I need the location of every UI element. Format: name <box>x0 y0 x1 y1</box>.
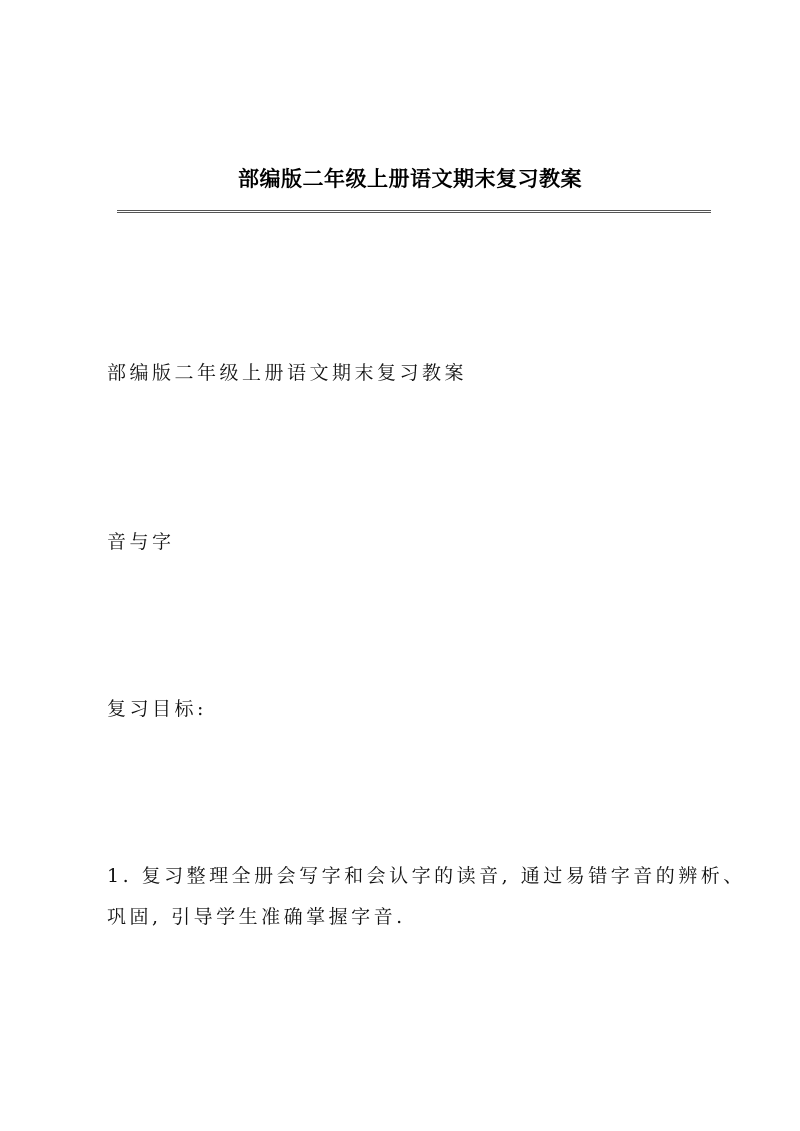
document-title: 部编版二年级上册语文期末复习教案 <box>107 362 468 384</box>
goal-label: 复习目标: <box>107 698 207 720</box>
goal-item-1-line-2: 巩固, 引导学生准确掌握字音. <box>107 906 406 928</box>
header-divider <box>117 210 711 213</box>
page-header-title: 部编版二年级上册语文期末复习教案 <box>238 166 582 191</box>
section-heading: 音与字 <box>107 531 175 553</box>
goal-item-1-line-1: 1. 复习整理全册会写字和会认字的读音, 通过易错字音的辨析、 <box>107 865 746 887</box>
